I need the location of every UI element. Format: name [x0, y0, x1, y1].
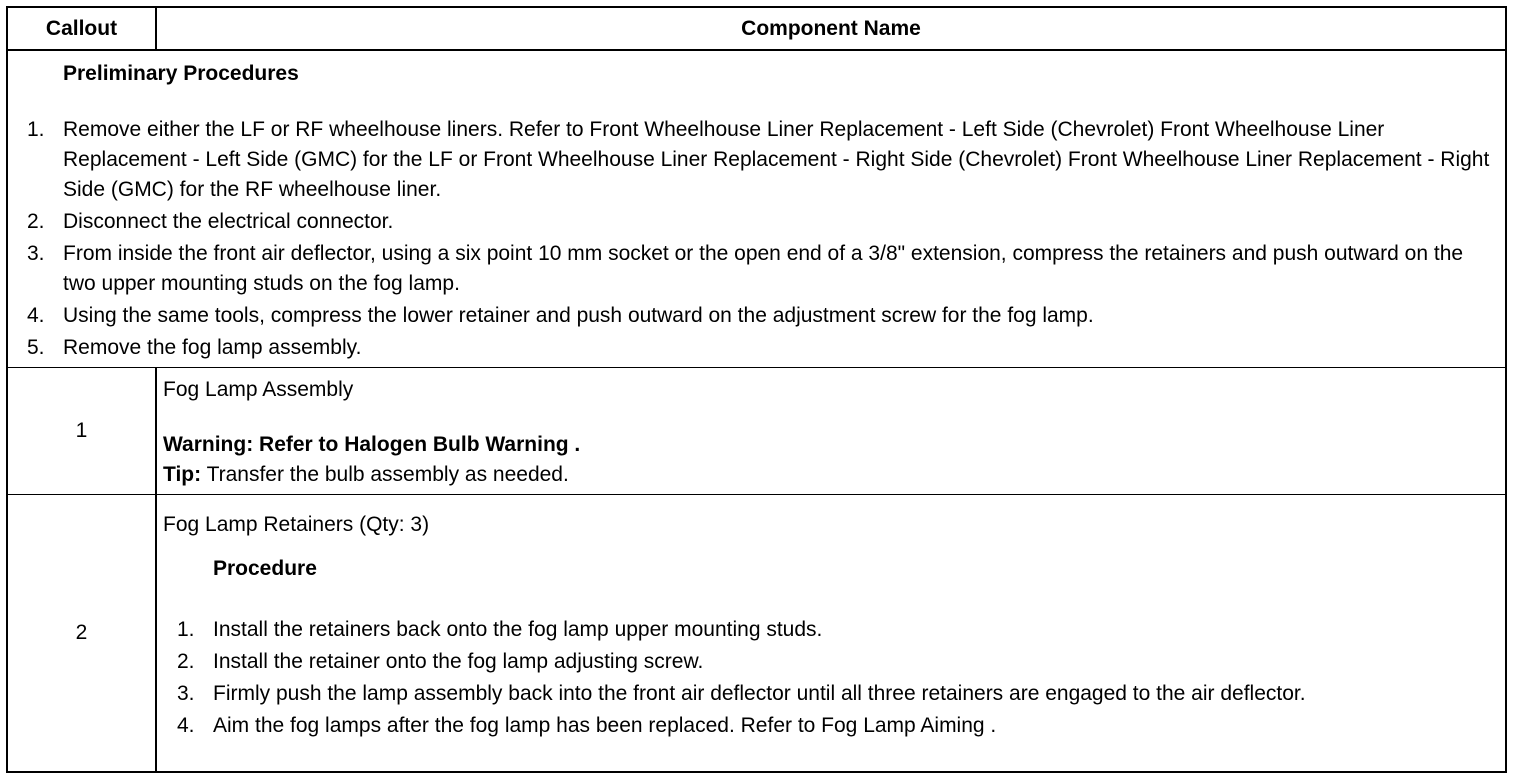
preliminary-step: [8, 239, 1505, 299]
procedure-title: Procedure: [213, 557, 317, 580]
step-text: Install the retainer onto the fog lamp adjusting screw.: [213, 650, 704, 673]
callout-cell: 1: [8, 368, 157, 494]
step-number: 2.: [27, 210, 45, 233]
tip-label: Tip:: [163, 463, 202, 486]
step-number: 1.: [177, 618, 195, 641]
step-text: Remove the fog lamp assembly.: [63, 336, 362, 359]
component-name-cell: [163, 495, 1505, 771]
step-text: Install the retainers back onto the fog lamp upper mounting studs.: [213, 618, 823, 641]
component-name: Fog Lamp Retainers (Qty: 3): [163, 513, 430, 536]
tip-line: [163, 461, 569, 489]
component-name: Fog Lamp Assembly: [163, 378, 354, 401]
procedure-step: [163, 711, 1503, 741]
table-row: [8, 495, 1505, 771]
component-name-cell: [163, 368, 1505, 494]
step-number: 5.: [27, 336, 45, 359]
table-header-row: [8, 8, 1505, 51]
component-name-column-header: Component Name: [741, 16, 921, 40]
preliminary-steps-list: [8, 115, 1505, 365]
tip-text: Transfer the bulb assembly as needed.: [201, 463, 569, 486]
step-number: 3.: [27, 242, 45, 265]
preliminary-step: [8, 115, 1505, 205]
step-text: Firmly push the lamp assembly back into the front air deflector until all three retainers are engaged to the air deflector.: [213, 682, 1306, 705]
step-number: 4.: [177, 714, 195, 737]
callout-column-header: Callout: [8, 8, 157, 49]
preliminary-step: [8, 333, 1505, 363]
preliminary-procedures-title: Preliminary Procedures: [63, 62, 299, 85]
step-text: Remove either the LF or RF wheelhouse liners. Refer to Front Wheelhouse Liner Replacement - Left Side (Chevrolet) Front Wheelhouse Liner Replacement - Left Side (GMC) for the LF or Front Wheelhouse Liner Replacement - Right Side (Chevrolet) Front Wheelhouse Liner Replacement - Right Side (GMC) for the RF wheelhouse liner.: [63, 118, 1490, 201]
procedure-step: [163, 679, 1503, 709]
preliminary-step: [8, 301, 1505, 331]
step-text: Disconnect the electrical connector.: [63, 210, 394, 233]
step-number: 2.: [177, 650, 195, 673]
preliminary-step: [8, 207, 1505, 237]
callout-cell: 2: [8, 495, 157, 771]
procedure-steps-list: [163, 615, 1503, 743]
component-table: [6, 6, 1507, 773]
step-text: Aim the fog lamps after the fog lamp has been replaced. Refer to Fog Lamp Aiming .: [213, 714, 997, 737]
table-row: [8, 368, 1505, 495]
step-number: 4.: [27, 304, 45, 327]
procedure-step: [163, 615, 1503, 645]
preliminary-procedures-section: [8, 51, 1505, 368]
step-number: 3.: [177, 682, 195, 705]
step-text: From inside the front air deflector, using a six point 10 mm socket or the open end of a 3/8" extension, compress the retainers and push outward on the two upper mounting studs on the fog lamp.: [63, 242, 1464, 295]
warning-text: Warning: Refer to Halogen Bulb Warning .: [163, 433, 581, 456]
step-number: 1.: [27, 118, 45, 141]
procedure-step: [163, 647, 1503, 677]
step-text: Using the same tools, compress the lower retainer and push outward on the adjustment screw for the fog lamp.: [63, 304, 1094, 327]
